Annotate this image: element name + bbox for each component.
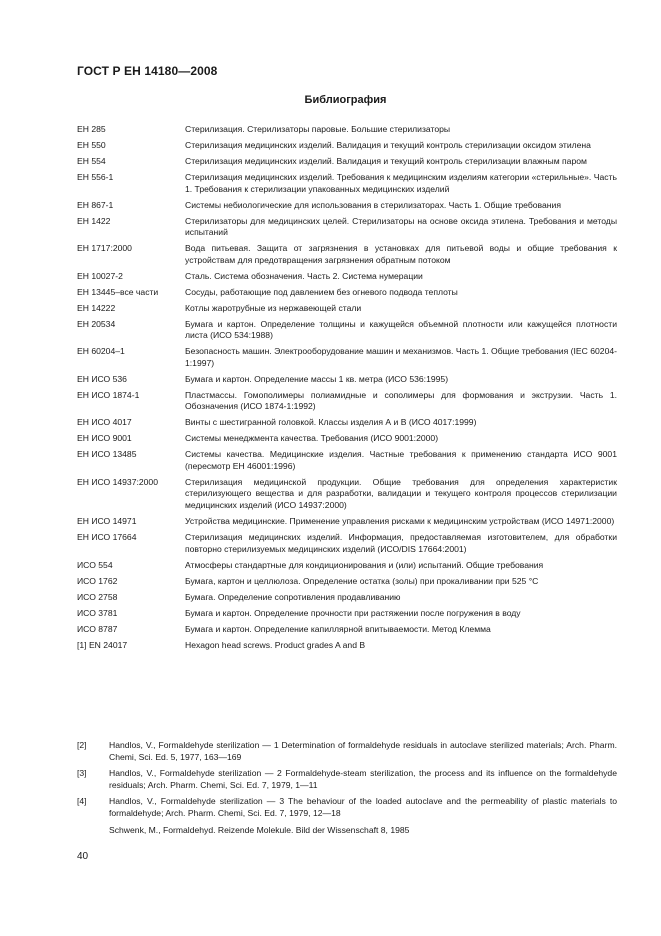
entry-code: ЕН ИСО 17664	[77, 532, 137, 543]
entry-text: Стерилизация медицинских изделий. Требования к медицинским изделиям категории «стерильные». Часть 1. Требования к стерилизации упакованных медицинских изделий	[185, 171, 617, 194]
bibliography-entry	[77, 592, 617, 604]
bibliography-entry	[77, 449, 617, 472]
entry-code: ЕН 285	[77, 124, 106, 134]
bibliography-entry	[77, 477, 617, 512]
entry-text: Устройства медицинские. Применение управления рисками к медицинским устройствам (ИСО 14971:2000)	[185, 516, 615, 527]
bibliography-entry	[77, 532, 617, 555]
entry-text: Стерилизация медицинской продукции. Общие требования для определения характеристик стерилизующего вещества и для разработки, валидации и текущего контроля процессов стерилизации медицинских изделий (ИСО 14937:2000)	[185, 476, 617, 511]
entry-code: ИСО 1762	[77, 575, 118, 586]
entry-text: Бумага и картон. Определение прочности при растяжении после погружения в воду	[185, 607, 521, 618]
bibliography-entry	[77, 624, 617, 636]
entry-text: Hexagon head screws. Product grades A and B	[185, 639, 366, 650]
entry-text: Вода питьевая. Защита от загрязнения в установках для питьевой воды и общие требования к устройствам для предотвращения загрязнения обратным потоком	[185, 243, 617, 265]
reference-number: [2]	[77, 740, 87, 750]
entry-text: Винты с шестигранной головкой. Классы изделия А и В (ИСО 4017:1999)	[185, 417, 477, 428]
entry-code: ЕН ИСО 13485	[77, 449, 137, 460]
entry-text: Системы качества. Медицинские изделия. Частные требования к применению стандарта ИСО 9001 (пересмотр ЕН 46001:1996)	[185, 449, 617, 471]
bibliography-entry	[77, 303, 617, 315]
document-header: ГОСТ Р ЕН 14180—2008	[77, 64, 218, 78]
entry-text: Стерилизаторы для медицинских целей. Стерилизаторы на основе оксида этилена. Требования и методы испытаний	[185, 215, 617, 238]
entry-code: ЕН 554	[77, 155, 106, 166]
bibliography-entry	[77, 640, 617, 652]
bibliography-entry	[77, 172, 617, 195]
bibliography-entry	[77, 608, 617, 620]
entry-code: ЕН ИСО 9001	[77, 433, 132, 444]
entry-text: Сталь. Система обозначения. Часть 2. Система нумерации	[185, 270, 423, 281]
bibliography-title: Библиография	[304, 94, 387, 106]
bibliography-entry	[77, 390, 617, 413]
entry-code: ИСО 3781	[77, 607, 118, 618]
bibliography-entry	[77, 417, 617, 429]
entry-text: Атмосферы стандартные для кондиционирования и (или) испытаний. Общие требования	[185, 559, 544, 570]
entry-code: ЕН 1422	[77, 215, 111, 226]
reference-number: [4]	[77, 796, 87, 807]
bibliography-entry	[77, 156, 617, 168]
entry-code: [1] EN 24017	[77, 639, 128, 650]
reference-entry	[77, 796, 617, 819]
reference-text: Handlos, V., Formaldehyde sterilization — 1 Determination of formaldehyde residuals in autoclave sterilized materials; Arch. Pharm. Chemi, Sci. Ed. 5, 1977, 163—169	[109, 740, 617, 762]
entry-text: Стерилизация. Стерилизаторы паровые. Большие стерилизаторы	[185, 124, 451, 134]
reference-number: [3]	[77, 768, 87, 779]
entry-code: ЕН 550	[77, 139, 106, 150]
entry-code: ЕН ИСО 14937:2000	[77, 476, 158, 487]
references-list	[77, 740, 617, 841]
entry-text: Системы небиологические для использования в стерилизаторах. Часть 1. Общие требования	[185, 199, 562, 210]
entry-code: ЕН ИСО 536	[77, 373, 127, 384]
entry-text: Безопасность машин. Электрооборудование машин и механизмов. Часть 1. Общие требования (IEC 60204-1:1997)	[185, 346, 617, 368]
bibliography-entry	[77, 200, 617, 212]
entry-text: Пластмассы. Гомополимеры полиамидные и сополимеры для формования и экструзии. Часть 1. Обозначения (ИСО 1874-1:1992)	[185, 389, 617, 412]
entry-text: Бумага и картон. Определение капиллярной впитываемости. Метод Клемма	[185, 623, 491, 634]
bibliography-entry	[77, 433, 617, 445]
entry-text: Бумага. Определение сопротивления продавливанию	[185, 591, 401, 602]
entry-code: ЕН 1717:2000	[77, 243, 132, 254]
entry-code: ЕН ИСО 1874-1	[77, 389, 140, 400]
reference-entry	[77, 825, 617, 837]
entry-text: Бумага, картон и целлюлоза. Определение остатка (золы) при прокаливании при 525 °С	[185, 575, 539, 586]
entry-code: ЕН 14222	[77, 302, 116, 313]
reference-text: Schwenk, M., Formaldehyd. Reizende Molekule. Bild der Wissenschaft 8, 1985	[109, 824, 410, 835]
entry-code: ИСО 8787	[77, 623, 118, 634]
entry-text: Стерилизация медицинских изделий. Валидация и текущий контроль стерилизации оксидом этилена	[185, 139, 591, 150]
bibliography-entry	[77, 560, 617, 572]
entry-code: ЕН 13445–все части	[77, 286, 159, 297]
page-number: 40	[77, 851, 89, 862]
bibliography-entry	[77, 287, 617, 299]
bibliography-entry	[77, 516, 617, 528]
entry-code: ЕН 867-1	[77, 199, 114, 210]
entry-code: ИСО 2758	[77, 591, 118, 602]
bibliography-entry	[77, 216, 617, 239]
entry-text: Бумага и картон. Определение толщины и кажущейся объемной плотности или кажущейся плотности листа (ИСО 534:1988)	[185, 318, 617, 341]
bibliography-entry	[77, 243, 617, 266]
entry-code: ИСО 554	[77, 559, 113, 570]
reference-number	[77, 825, 109, 837]
bibliography-entry	[77, 124, 617, 136]
entry-text: Стерилизация медицинских изделий. Информация, предоставляемая изготовителем, для обработки повторно стерилизуемых медицинских изделий (ИСО/DIS 17664:2001)	[185, 532, 617, 554]
entry-code: ЕН ИСО 14971	[77, 516, 137, 527]
entry-text: Сосуды, работающие под давлением без огневого подвода теплоты	[185, 286, 458, 297]
entry-text: Стерилизация медицинских изделий. Валидация и текущий контроль стерилизации влажным паром	[185, 155, 587, 166]
reference-entry	[77, 768, 617, 791]
bibliography-entry	[77, 346, 617, 369]
bibliography-entry	[77, 140, 617, 152]
entry-text: Котлы жаротрубные из нержавеющей стали	[185, 302, 362, 313]
entry-text: Системы менеджмента качества. Требования (ИСО 9001:2000)	[185, 433, 439, 444]
bibliography-entry	[77, 271, 617, 283]
entry-code: ЕН 60204–1	[77, 346, 125, 357]
reference-text: Handlos, V., Formaldehyde sterilization — 2 Formaldehyde-steam sterilization, the process and its influence on the formaldehyde residuals; Arch. Pharm. Chemi, Sci. Ed. 7, 1979, 1—11	[109, 768, 617, 790]
entry-code: ЕН ИСО 4017	[77, 417, 132, 428]
bibliography-entry	[77, 576, 617, 588]
entry-text: Бумага и картон. Определение массы 1 кв. метра (ИСО 536:1995)	[185, 373, 449, 384]
reference-text: Handlos, V., Formaldehyde sterilization — 3 The behaviour of the loaded autoclave and the permeability of plastic materials to formaldehyde; Arch. Pharm. Chemi, Sci. Ed. 7, 1979, 12—18	[109, 796, 617, 818]
bibliography-entry	[77, 374, 617, 386]
reference-entry	[77, 740, 617, 763]
bibliography-list	[77, 124, 617, 656]
entry-code: ЕН 10027-2	[77, 270, 123, 281]
entry-code: ЕН 556-1	[77, 171, 114, 182]
bibliography-entry	[77, 319, 617, 342]
entry-code: ЕН 20534	[77, 318, 116, 329]
